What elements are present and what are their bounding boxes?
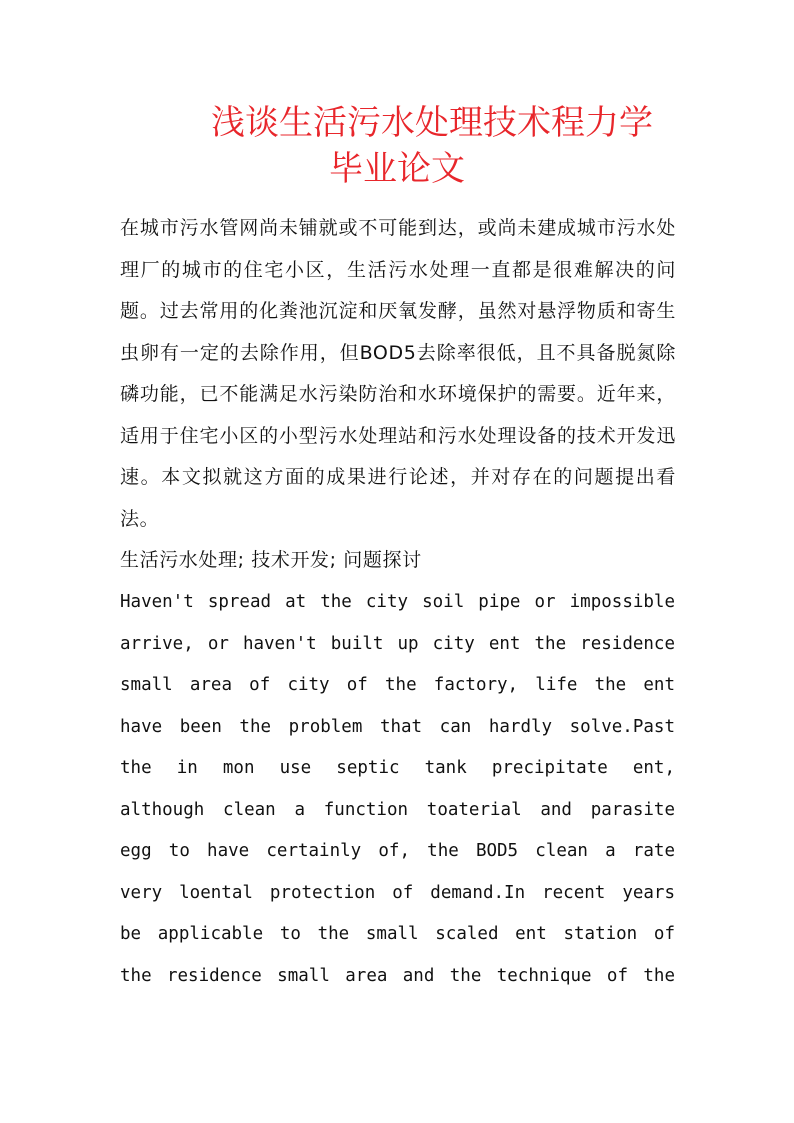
english-line: arrive, or haven't built up city ent the residence — [120, 633, 675, 654]
english-line: egg to have certainly of, the BOD5 clean a rate — [120, 841, 675, 861]
english-line: very loental protection of demand.In recent years — [120, 882, 675, 903]
english-line: be applicable to the small scaled ent station of — [120, 924, 675, 944]
keywords-chinese: 生活污水处理; 技术开发; 问题探讨 — [120, 549, 422, 571]
english-line: have been the problem that can hardly solve.Past — [120, 716, 675, 737]
abstract-chinese: 在城市污水管网尚未铺就或不可能到达，或尚未建成城市污水处理厂的城市的住宅小区，生活污水处理一直都是很难解决的问题。过去常用的化粪池沉淀和厌氧发酵，虽然对悬浮物质和寄生虫卵有一定的去除作用，但BOD5去除率很低，且不具备脱氮除磷功能，已不能满足水污染防治和水环境保护的需要。近年来，适用于住宅小区的小型污水处理站和污水处理设备的技术开发迅速。本文拟就这方面的成果进行论述，并对存在的问题提出看法。 — [120, 217, 676, 530]
abstract-english — [120, 582, 675, 997]
english-line: although clean a function toaterial and parasite — [120, 799, 675, 820]
english-line: Haven't spread at the city soil pipe or impossible — [120, 592, 675, 612]
document-title-line2: 毕业论文 — [329, 149, 465, 189]
english-line: small area of city of the factory, life the ent — [120, 675, 675, 695]
english-line: the in mon use septic tank precipitate ent, — [120, 758, 675, 778]
document-title-line1: 浅谈生活污水处理技术程力学 — [211, 103, 653, 143]
english-line: the residence small area and the technique of the — [120, 965, 675, 986]
